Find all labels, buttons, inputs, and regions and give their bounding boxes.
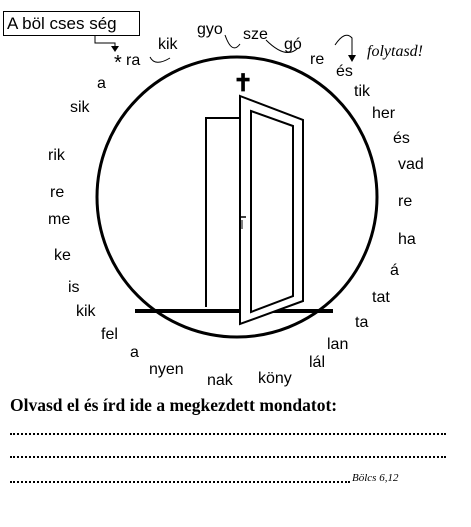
- syllable: ha: [398, 231, 416, 248]
- syllable: fel: [101, 326, 118, 343]
- arrow-gyo-sze: [225, 35, 240, 48]
- task-instruction: Olvasd el és írd ide a megkezdett mondatot:: [10, 395, 338, 415]
- syllable: sik: [70, 99, 90, 116]
- answer-line-1[interactable]: [10, 433, 446, 435]
- arrow-ra-kik: [150, 57, 170, 62]
- syllable: re: [310, 51, 325, 68]
- syllable: gó: [284, 36, 302, 53]
- syllable: me: [48, 211, 71, 228]
- syllable: ke: [54, 247, 71, 264]
- syllable: kik: [76, 303, 96, 320]
- answer-line-2[interactable]: [10, 456, 446, 458]
- answer-line-3[interactable]: [10, 481, 350, 483]
- bible-reference: Bölcs 6,12: [352, 472, 399, 484]
- syllable: her: [372, 105, 396, 122]
- syllable: és: [393, 130, 410, 147]
- syllable: lan: [327, 336, 349, 353]
- syllable: köny: [258, 370, 292, 387]
- syllable: ta: [355, 314, 369, 331]
- syllable: lál: [309, 354, 326, 371]
- syllable: nyen: [149, 361, 184, 378]
- syllable: re: [398, 193, 413, 210]
- door-frame: [206, 118, 240, 307]
- syllable: tat: [372, 289, 390, 306]
- continue-note: folytasd!: [367, 43, 423, 60]
- arrow-go-re: [335, 35, 352, 58]
- cross-symbol: ✝: [233, 70, 254, 97]
- syllable: tik: [354, 83, 370, 100]
- syllable: és: [336, 63, 353, 80]
- syllable: re: [50, 184, 65, 201]
- syllable: is: [68, 279, 80, 296]
- syllable: a: [97, 75, 106, 92]
- syllable: vad: [398, 156, 424, 173]
- syllable: ra: [126, 52, 141, 69]
- syllable: á: [390, 262, 399, 279]
- syllable: a: [130, 344, 139, 361]
- syllable: sze: [243, 26, 268, 43]
- star-marker: *: [114, 52, 122, 74]
- syllable: rik: [48, 147, 65, 164]
- syllable: nak: [207, 372, 233, 389]
- circle-frame: [97, 52, 377, 337]
- start-label-box: A böl cses ség: [3, 11, 140, 36]
- syllable: gyo: [197, 21, 223, 38]
- syllable: kik: [158, 36, 178, 53]
